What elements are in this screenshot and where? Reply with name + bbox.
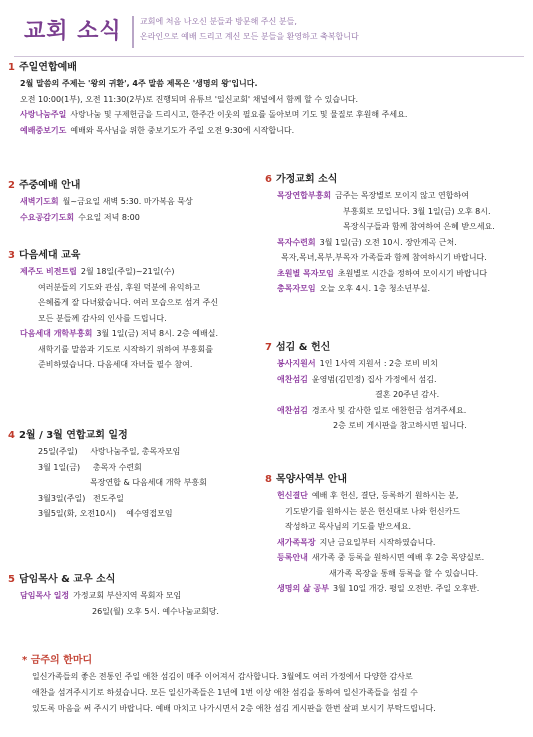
text-line: 은혜롭게 잘 다녀왔습니다. 여러 모습으로 섬겨 주신 xyxy=(38,298,219,307)
text-line: 있도록 마음을 써 주시기 바랍니다. 예배 마치고 나가시면서 2층 애찬 섬김 게시판을 한번 살펴 보시기 부탁드립니다. xyxy=(32,704,436,713)
text-line: 부흥회로 모입니다. 3월 1일(금) 오후 8시. xyxy=(343,206,491,216)
section-title xyxy=(8,572,268,588)
header-subtitle xyxy=(140,14,359,44)
item-text: 3월 1일(금) 오전 10시. 장안계곡 근처. xyxy=(319,237,457,247)
text-line xyxy=(8,107,523,123)
section-title xyxy=(265,472,527,488)
item-label: 초원별 목자모임 xyxy=(277,268,334,278)
text-line: 새가족 목장을 통해 등록을 할 수 있습니다. xyxy=(329,568,479,578)
item-label: 수요공감기도회 xyxy=(20,212,75,222)
text-line xyxy=(265,188,527,204)
section-next-generation xyxy=(8,248,268,373)
section-number: 6 xyxy=(265,174,272,185)
header-rule xyxy=(14,56,524,57)
subtitle-line-1: 교회에 처음 나오신 분들과 방문해 주신 분들, xyxy=(140,17,297,26)
item-label: 목자수련회 xyxy=(277,237,316,247)
item-text: 2월 18일(주일)~21일(수) xyxy=(80,267,175,276)
text-line: 애찬을 섬겨주시기로 하셨습니다. 모든 일신가족들은 1년에 1번 이상 애찬 섬김을 통하여 일신가족들을 섬길 수 xyxy=(32,688,418,697)
section-title-text: 다음세대 교육 xyxy=(18,250,81,261)
item-label: 담임목사 일정 xyxy=(20,591,70,600)
section-number: 5 xyxy=(8,574,15,585)
item-text: 3월 1일(금) 저녁 8시. 2층 예배실. xyxy=(96,329,219,338)
section-title-text: 가정교회 소식 xyxy=(275,174,338,185)
text-line: 준비하였습니다. 다음세대 자녀들 필수 참여. xyxy=(38,360,193,369)
text-line: 2월 말씀의 주제는 '왕의 귀환', 4주 말씀 제목은 '생명의 왕'입니다. xyxy=(20,79,258,88)
section-title xyxy=(265,340,527,356)
section-title-text: 주중예배 안내 xyxy=(18,180,81,191)
schedule-row: 3월3일(주일) 전도주일 xyxy=(38,493,124,503)
item-text: 새가족 중 등록을 원하시면 예배 후 2층 목양실로. xyxy=(311,553,485,562)
section-number: 8 xyxy=(265,474,272,485)
weekly-word-body xyxy=(22,669,527,717)
text-line: 오전 10:00(1부), 오전 11:30(2부)로 진행되며 유튜브 '일신교회' 채널에서 함께 할 수 있습니다. xyxy=(20,94,359,104)
text-line: 모든 분들께 감사의 인사를 드립니다. xyxy=(38,313,167,323)
text-line xyxy=(265,403,527,419)
item-label: 등록안내 xyxy=(277,553,308,562)
section-title xyxy=(8,60,523,76)
item-label: 다음세대 개학부흥회 xyxy=(20,329,93,338)
text-line xyxy=(265,550,527,566)
text-line: 작성하고 목사님의 기도를 받으세요. xyxy=(285,522,412,531)
schedule-row: 25일(주일) 사랑나눔주일, 총목자모임 xyxy=(38,447,181,456)
section-title xyxy=(8,428,268,444)
item-label: 새가족목장 xyxy=(277,537,316,547)
section-title xyxy=(8,248,268,264)
item-label: 총목자모임 xyxy=(277,284,316,293)
text-line xyxy=(8,588,268,604)
item-text: 예배 후 헌신, 결단, 등록하기 원하시는 분, xyxy=(311,491,459,500)
schedule-row: 목장연합 & 다음세대 개학 부흥회 xyxy=(90,478,207,487)
text-line xyxy=(8,123,523,139)
text-line xyxy=(265,356,527,372)
section-weekday-service xyxy=(8,178,258,225)
text-line: 기도받기를 원하시는 분은 헌신대로 나와 헌신카드 xyxy=(285,506,461,516)
item-text: 3월 10일 개강. 평일 오전반. 주일 오후반. xyxy=(332,584,480,593)
text-line xyxy=(265,281,527,297)
text-line xyxy=(8,210,258,226)
section-number: 4 xyxy=(8,430,15,441)
star-icon: * xyxy=(22,655,28,666)
item-text: 1인 1사역 지원서 : 2층 로비 비치 xyxy=(319,359,438,368)
text-line: 26일(월) 오후 5시. 예수나눔교회당. xyxy=(92,606,219,616)
item-label: 목장연합부흥회 xyxy=(277,191,332,200)
weekly-word-title xyxy=(22,652,527,669)
text-line: 일신가족들의 좋은 전통인 주일 애찬 섬김이 매주 이어져서 감사합니다. 3월에도 여러 가정에서 다양한 감사로 xyxy=(32,672,413,681)
schedule-row: 3월 1일(금) 총목자 수련회 xyxy=(38,462,142,472)
section-sunday-service xyxy=(8,60,523,138)
page-title: 교회 소식 xyxy=(24,19,122,44)
text-line xyxy=(265,535,527,551)
section-title-text: 주일연합예배 xyxy=(18,62,77,73)
item-text: 수요일 저녁 8:00 xyxy=(78,212,140,222)
item-label: 새벽기도회 xyxy=(20,197,59,206)
item-label: 예배중보기도 xyxy=(20,125,67,135)
section-weekly-word xyxy=(22,652,527,717)
item-label: 애찬섬김 xyxy=(277,374,308,384)
section-title-text: 섬김 & 헌신 xyxy=(275,342,331,353)
item-text: 오늘 오후 4시. 1층 청소년부실. xyxy=(319,284,431,293)
item-label: 애찬섬김 xyxy=(277,405,308,415)
schedule-row: 3월5일(화, 오전10시) 예수영접모임 xyxy=(38,509,173,518)
weekly-word-title-text: 금주의 한마디 xyxy=(30,655,93,666)
item-text: 예배와 목사님을 위한 중보기도가 주일 오전 9:30에 시작합니다. xyxy=(70,125,295,135)
item-text: 지난 금요일부터 시작하였습니다. xyxy=(319,537,436,547)
text-line xyxy=(265,372,527,388)
item-text: 금주는 목장별로 모이지 않고 연합하여 xyxy=(335,191,469,200)
item-text: 윤영범(김민정) 집사 가정에서 섬김. xyxy=(311,374,437,384)
text-line: 새학기를 말씀과 기도로 시작하기 위하여 부흥회를 xyxy=(38,344,214,354)
section-pastor-news xyxy=(8,572,268,619)
section-number: 7 xyxy=(265,342,272,353)
text-line: 목자,목녀,목부,부목자 가족들과 함께 참여하시기 바랍니다. xyxy=(281,253,487,262)
item-text: 가정교회 부산지역 목회자 모임 xyxy=(73,591,182,600)
text-line xyxy=(8,264,268,280)
item-label: 제주도 비전트립 xyxy=(20,267,77,276)
text-line: 여러분들의 기도와 관심, 후원 덕분에 유익하고 xyxy=(38,282,201,292)
section-house-church xyxy=(265,172,527,297)
item-text: 사랑나눔 및 구제헌금을 드리시고, 한주간 이웃의 필요를 돌아보며 기도 및 물질로 후원해 주세요. xyxy=(70,110,408,119)
section-number: 2 xyxy=(8,180,15,191)
text-line xyxy=(8,194,258,210)
header xyxy=(14,12,524,48)
item-label: 헌신결단 xyxy=(277,491,308,500)
item-label: 봉사지원서 xyxy=(277,359,316,368)
section-pastoral-ministry xyxy=(265,472,527,597)
subtitle-line-2: 온라인으로 예배 드리고 계신 모든 분들을 환영하고 축복합니다 xyxy=(140,32,359,41)
section-title-text: 담임목사 & 교우 소식 xyxy=(18,574,116,585)
text-line xyxy=(265,235,527,251)
section-title xyxy=(265,172,527,188)
header-divider xyxy=(132,16,134,48)
item-label: 생명의 삶 공부 xyxy=(277,584,329,593)
item-text: 초원별로 시간을 정하여 모이시기 바랍니다 xyxy=(337,268,488,278)
section-service-devotion xyxy=(265,340,527,434)
text-line: 목장식구들과 함께 참여하여 은혜 받으세요. xyxy=(343,222,495,231)
item-text: 월~금요일 새벽 5:30. 마가복음 묵상 xyxy=(62,197,193,206)
text-line xyxy=(265,488,527,504)
section-number: 1 xyxy=(8,62,15,73)
text-line: 결혼 20주년 감사. xyxy=(375,390,440,399)
item-label: 사랑나눔주일 xyxy=(20,110,67,119)
section-title xyxy=(8,178,258,194)
section-schedule xyxy=(8,428,268,522)
text-line xyxy=(265,581,527,597)
text-line xyxy=(265,266,527,282)
section-title-text: 2월 / 3월 연합교회 일정 xyxy=(18,430,128,441)
text-line xyxy=(8,326,268,342)
item-text: 경조사 및 감사한 일로 애찬헌금 섬겨주세요. xyxy=(311,405,467,415)
section-number: 3 xyxy=(8,250,15,261)
section-title-text: 목양사역부 안내 xyxy=(275,474,348,485)
text-line: 2층 로비 게시판을 참고하시면 됩니다. xyxy=(333,421,467,430)
